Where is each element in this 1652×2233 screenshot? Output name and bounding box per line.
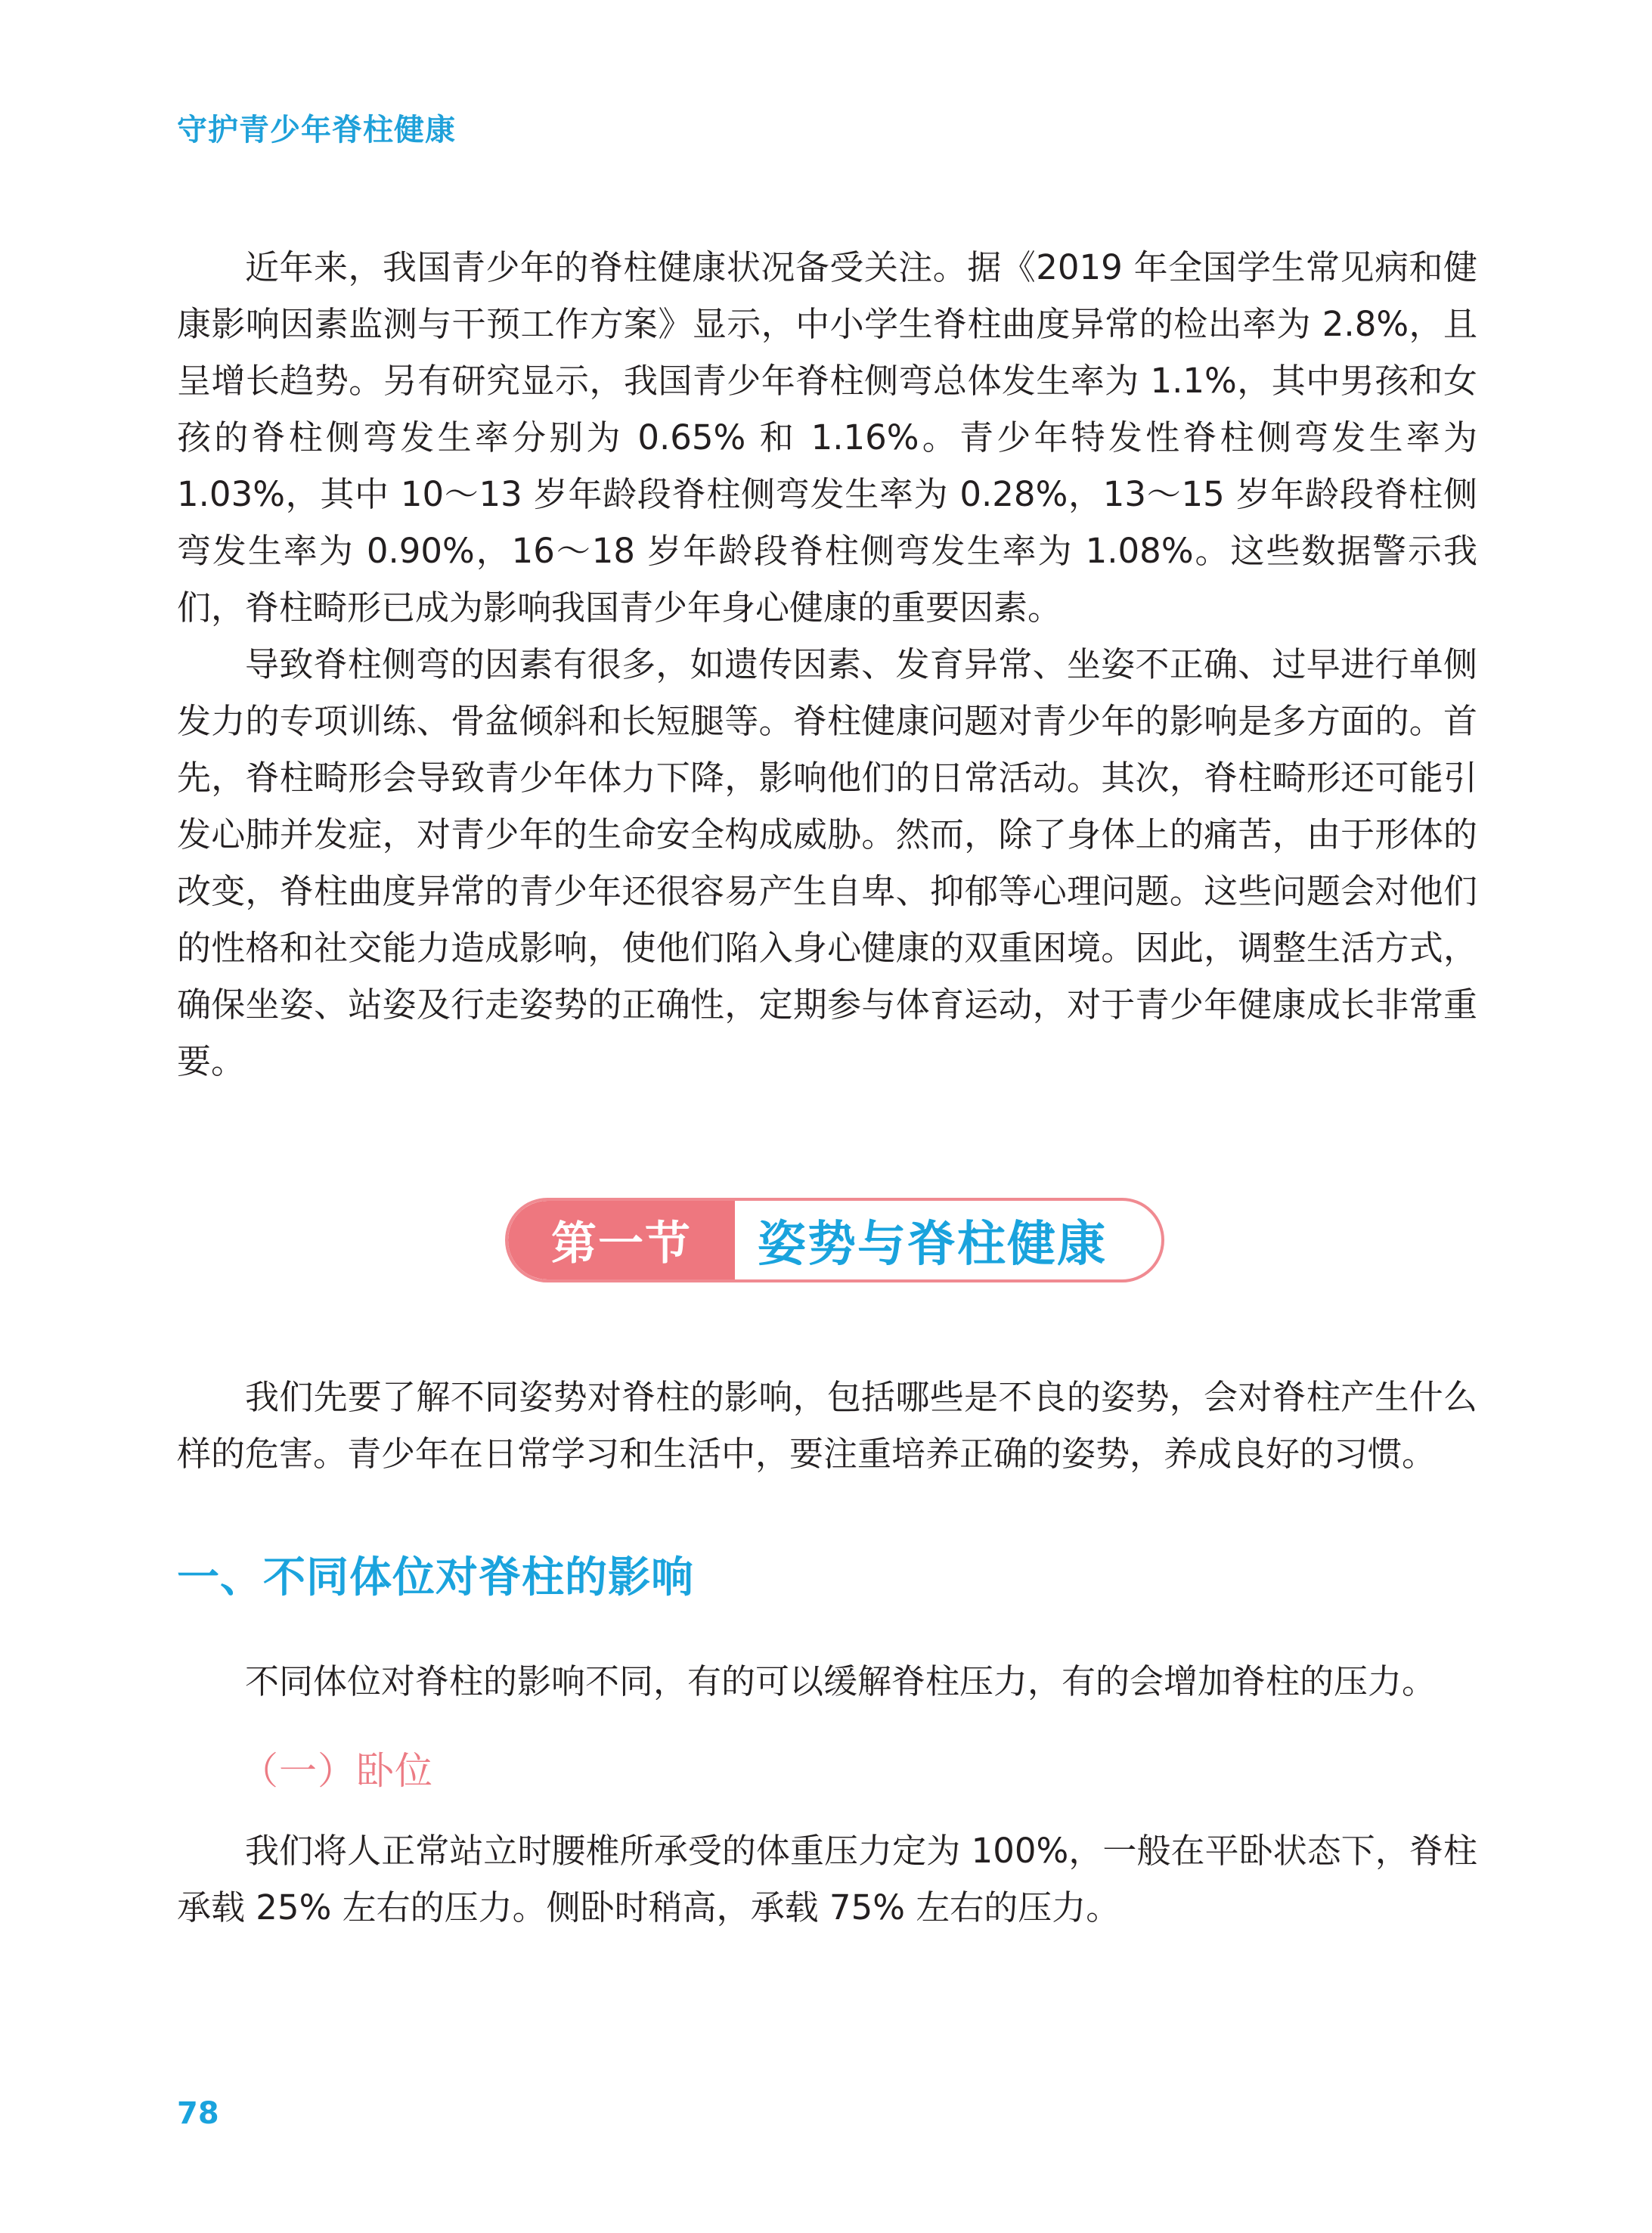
heading-1-intro-text: [177, 1653, 1477, 1710]
running-header: 守护青少年脊柱健康: [177, 113, 456, 147]
heading-2-body-paragraph: 我们将人正常站立时腰椎所承受的体重压力定为 100%，一般在平卧状态下，脊柱承载 25% 左右的压力。侧卧时稍高，承载 75% 左右的压力。: [177, 1831, 1477, 1928]
page-number: 78: [177, 2096, 219, 2131]
intro-paragraph: 近年来，我国青少年的脊柱健康状况备受关注。据《2019 年全国学生常见病和健康影响因素监测与干预工作方案》显示，中小学生脊柱曲度异常的检出率为 2.8%，且呈增长趋势。另有研究显示，我国青少年脊柱侧弯总体发生率为 1.1%，其中男孩和女孩的脊柱侧弯发生率分别为 0.65% 和 1.16%。青少年特发性脊柱侧弯发生率为 1.03%，其中 10～13 岁年龄段脊柱侧弯发生率为 0.28%，13～15 岁年龄段脊柱侧弯发生率为 0.90%，16～18 岁年龄段脊柱侧弯发生率为 1.08%。这些数据警示我们，脊柱畸形已成为影响我国青少年身心健康的重要因素。: [177, 247, 1477, 628]
heading-level-2: （一）卧位: [240, 1749, 433, 1793]
section-intro-paragraph: 我们先要了解不同姿势对脊柱的影响，包括哪些是不良的姿势，会对脊柱产生什么样的危害。青少年在日常学习和生活中，要注重培养正确的姿势，养成良好的习惯。: [177, 1377, 1477, 1474]
section-number-label: 第一节: [508, 1201, 735, 1279]
intro-text: [177, 239, 1477, 1090]
section-banner: [505, 1198, 1164, 1282]
section-title: 姿势与脊柱健康: [758, 1217, 1107, 1273]
intro-paragraph: 导致脊柱侧弯的因素有很多，如遗传因素、发育异常、坐姿不正确、过早进行单侧发力的专项训练、骨盆倾斜和长短腿等。脊柱健康问题对青少年的影响是多方面的。首先，脊柱畸形会导致青少年体力下降，影响他们的日常活动。其次，脊柱畸形还可能引发心肺并发症，对青少年的生命安全构成威胁。然而，除了身体上的痛苦，由于形体的改变，脊柱曲度异常的青少年还很容易产生自卑、抑郁等心理问题。这些问题会对他们的性格和社交能力造成影响，使他们陷入身心健康的双重困境。因此，调整生活方式，确保坐姿、站姿及行走姿势的正确性，定期参与体育运动，对于青少年健康成长非常重要。: [177, 644, 1477, 1081]
heading-level-1: 一、不同体位对脊柱的影响: [177, 1553, 694, 1602]
heading-1-intro-paragraph: 不同体位对脊柱的影响不同，有的可以缓解脊柱压力，有的会增加脊柱的压力。: [245, 1661, 1437, 1701]
heading-2-body-text: [177, 1822, 1477, 1936]
section-intro-text: [177, 1369, 1477, 1482]
